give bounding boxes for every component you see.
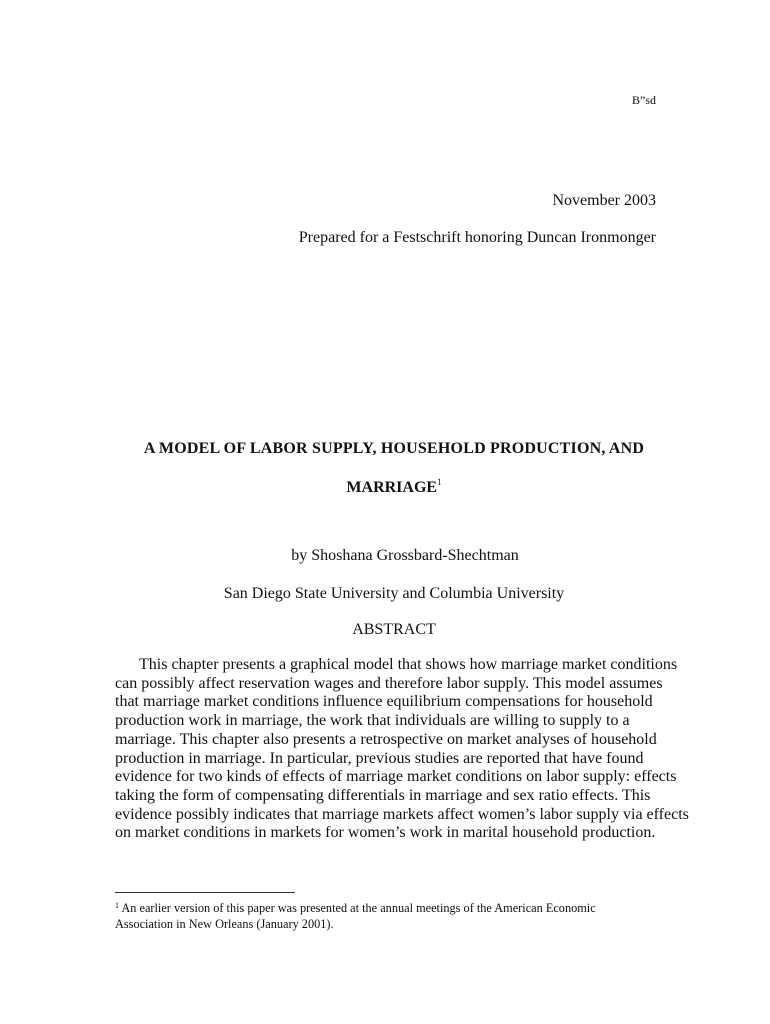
footnote-marker: 1 <box>115 901 119 910</box>
author-affiliation: San Diego State University and Columbia University <box>223 585 565 602</box>
paper-title-line-2-text: MARRIAGE <box>346 479 438 496</box>
header-code: B”sd <box>632 93 656 107</box>
footnote-line-1 <box>115 901 675 917</box>
abstract-line: that marriage market conditions influence equilibrium compensations for household <box>115 693 653 711</box>
abstract-line: production work in marriage, the work that individuals are willing to supply to a <box>115 712 630 730</box>
abstract-line: marriage. This chapter also presents a retrospective on market analyses of household <box>115 730 657 748</box>
abstract-line: evidence possibly indicates that marriage markets affect women’s labor supply via effects <box>115 805 689 823</box>
footnote-divider <box>115 892 295 893</box>
abstract-line: can possibly affect reservation wages and therefore labor supply. This model assumes <box>115 674 663 692</box>
footnote-line-2: Association in New Orleans (January 2001). <box>115 916 334 931</box>
abstract-heading: ABSTRACT <box>352 621 436 638</box>
footnote-text-1: An earlier version of this paper was presented at the annual meetings of the American Economic <box>119 901 596 915</box>
prepared-for-line: Prepared for a Festschrift honoring Duncan Ironmonger <box>298 229 656 246</box>
date-line: November 2003 <box>552 192 656 209</box>
abstract-line: production in marriage. In particular, previous studies are reported that have found <box>115 749 644 767</box>
abstract-line: taking the form of compensating differentials in marriage and sex ratio effects. This <box>115 786 651 804</box>
footnote <box>115 901 675 932</box>
abstract-line: evidence for two kinds of effects of marriage market conditions on labor supply: effects <box>115 768 677 786</box>
abstract-body <box>115 656 689 843</box>
author-byline: by Shoshana Grossbard-Shechtman <box>291 547 519 564</box>
abstract-line: This chapter presents a graphical model that shows how marriage market conditions <box>139 656 678 673</box>
title-footnote-marker[interactable]: 1 <box>437 477 442 487</box>
abstract-line: on market conditions in markets for women’s work in marital household production. <box>115 824 656 842</box>
paper-title-line-1: A MODEL OF LABOR SUPPLY, HOUSEHOLD PRODUCTION, AND <box>143 440 645 457</box>
paper-title-line-2 <box>0 479 770 497</box>
